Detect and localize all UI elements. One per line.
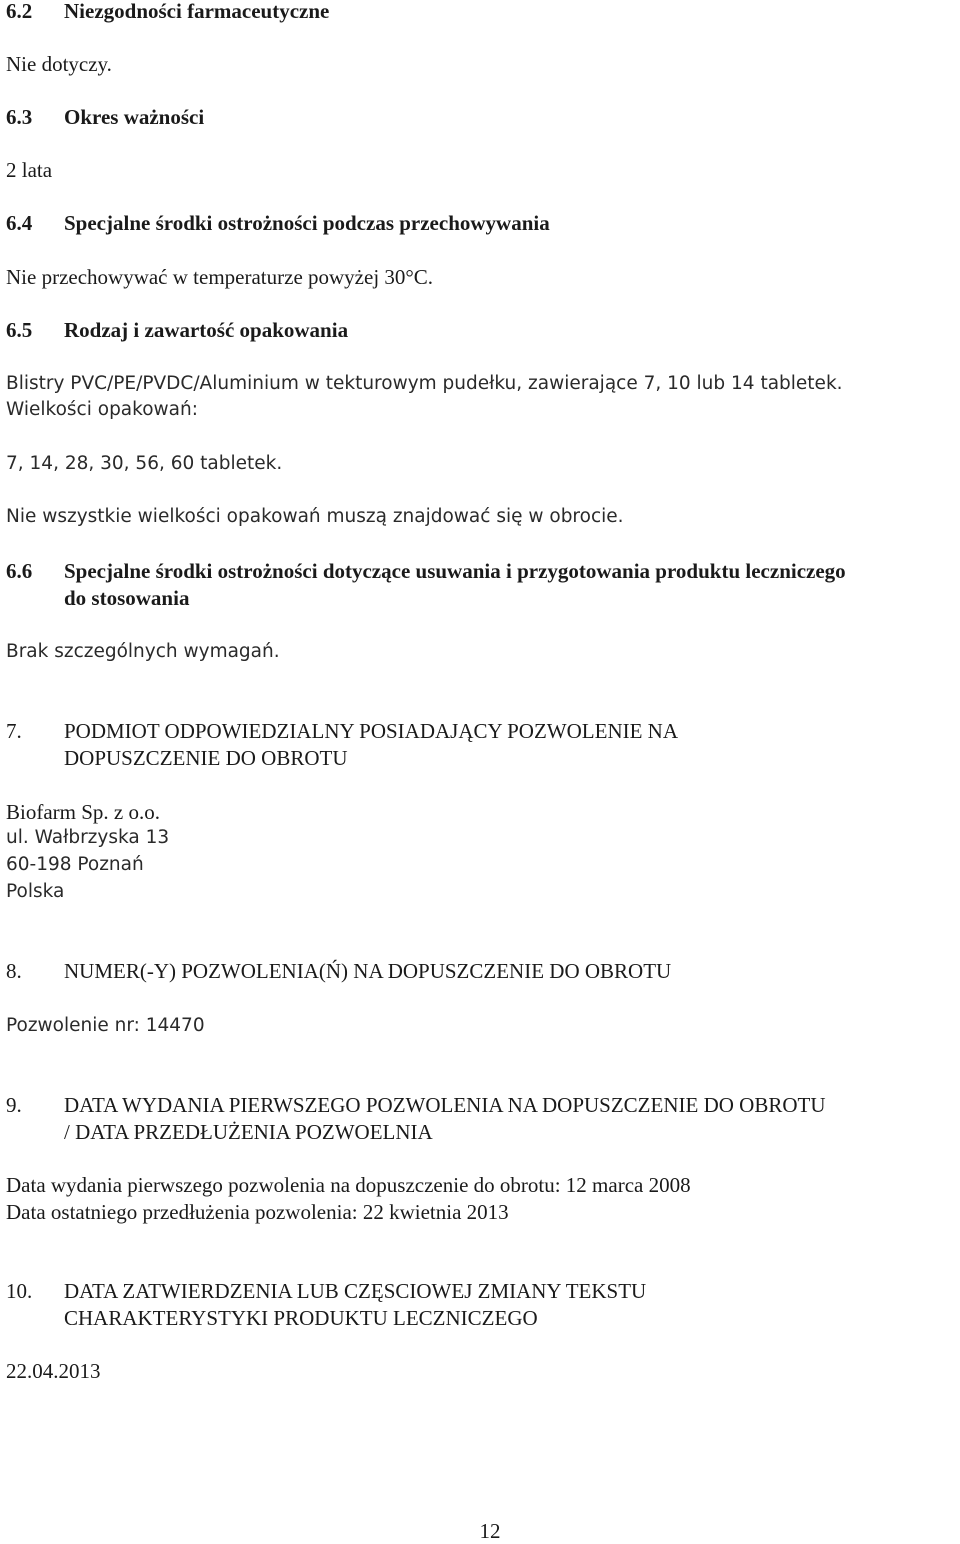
section-7-country: Polska bbox=[6, 881, 65, 902]
section-title: Specjalne środki ostrożności podczas przechowywania bbox=[64, 211, 550, 235]
section-title-line2: / DATA PRZEDŁUŻENIA POZWOELNIA bbox=[64, 1120, 433, 1144]
section-title: Okres ważności bbox=[64, 105, 205, 129]
section-title: Niezgodności farmaceutyczne bbox=[64, 0, 330, 23]
section-number: 6.3 bbox=[6, 105, 33, 129]
section-6-4-body: Nie przechowywać w temperaturze powyżej 30°C. bbox=[6, 265, 434, 289]
section-7-street: ul. Wałbrzyska 13 bbox=[6, 827, 170, 848]
section-number: 6.2 bbox=[6, 0, 33, 23]
section-8-body: Pozwolenie nr: 14470 bbox=[6, 1015, 205, 1036]
section-number: 9. bbox=[6, 1093, 22, 1117]
section-title: Rodzaj i zawartość opakowania bbox=[64, 318, 349, 342]
page-number: 12 bbox=[479, 1519, 501, 1543]
section-number: 6.4 bbox=[6, 211, 33, 235]
section-10-body: 22.04.2013 bbox=[6, 1359, 101, 1383]
section-title: NUMER(-Y) POZWOLENIA(Ń) NA DOPUSZCZENIE DO OBROTU bbox=[64, 959, 672, 983]
section-6-5-body-note: Nie wszystkie wielkości opakowań muszą znajdować się w obrocie. bbox=[6, 506, 624, 527]
section-title-line2: CHARAKTERYSTYKI PRODUKTU LECZNICZEGO bbox=[64, 1306, 538, 1330]
section-title-line1: DATA ZATWIERDZENIA LUB CZĘSCIOWEJ ZMIANY TEKSTU bbox=[64, 1279, 647, 1303]
section-number: 10. bbox=[6, 1279, 33, 1303]
section-title-line1: PODMIOT ODPOWIEDZIALNY POSIADAJĄCY POZWOLENIE NA bbox=[64, 719, 679, 743]
section-6-5-body-packaging: Blistry PVC/PE/PVDC/Aluminium w tekturowym pudełku, zawierające 7, 10 lub 14 tabletek. bbox=[6, 373, 843, 394]
section-title-line1: Specjalne środki ostrożności dotyczące usuwania i przygotowania produktu leczniczego bbox=[64, 559, 846, 583]
section-7-company: Biofarm Sp. z o.o. bbox=[6, 800, 160, 824]
section-9-last-renewal: Data ostatniego przedłużenia pozwolenia: 22 kwietnia 2013 bbox=[6, 1200, 509, 1224]
section-number: 6.6 bbox=[6, 559, 33, 583]
section-number: 6.5 bbox=[6, 318, 33, 342]
section-title-line2: DOPUSZCZENIE DO OBROTU bbox=[64, 746, 348, 770]
section-6-5-body-sizes-label: Wielkości opakowań: bbox=[6, 399, 198, 420]
section-number: 7. bbox=[6, 719, 22, 743]
section-6-2-body: Nie dotyczy. bbox=[6, 52, 112, 76]
section-6-5-body-sizes: 7, 14, 28, 30, 56, 60 tabletek. bbox=[6, 453, 283, 474]
section-7-city: 60-198 Poznań bbox=[6, 854, 144, 875]
section-title-line2: do stosowania bbox=[64, 586, 190, 610]
section-9-first-authorisation: Data wydania pierwszego pozwolenia na dopuszczenie do obrotu: 12 marca 2008 bbox=[6, 1173, 691, 1197]
section-title-line1: DATA WYDANIA PIERWSZEGO POZWOLENIA NA DOPUSZCZENIE DO OBROTU bbox=[64, 1093, 826, 1117]
section-6-6-body: Brak szczególnych wymagań. bbox=[6, 641, 280, 662]
section-6-3-body: 2 lata bbox=[6, 158, 53, 182]
section-number: 8. bbox=[6, 959, 22, 983]
